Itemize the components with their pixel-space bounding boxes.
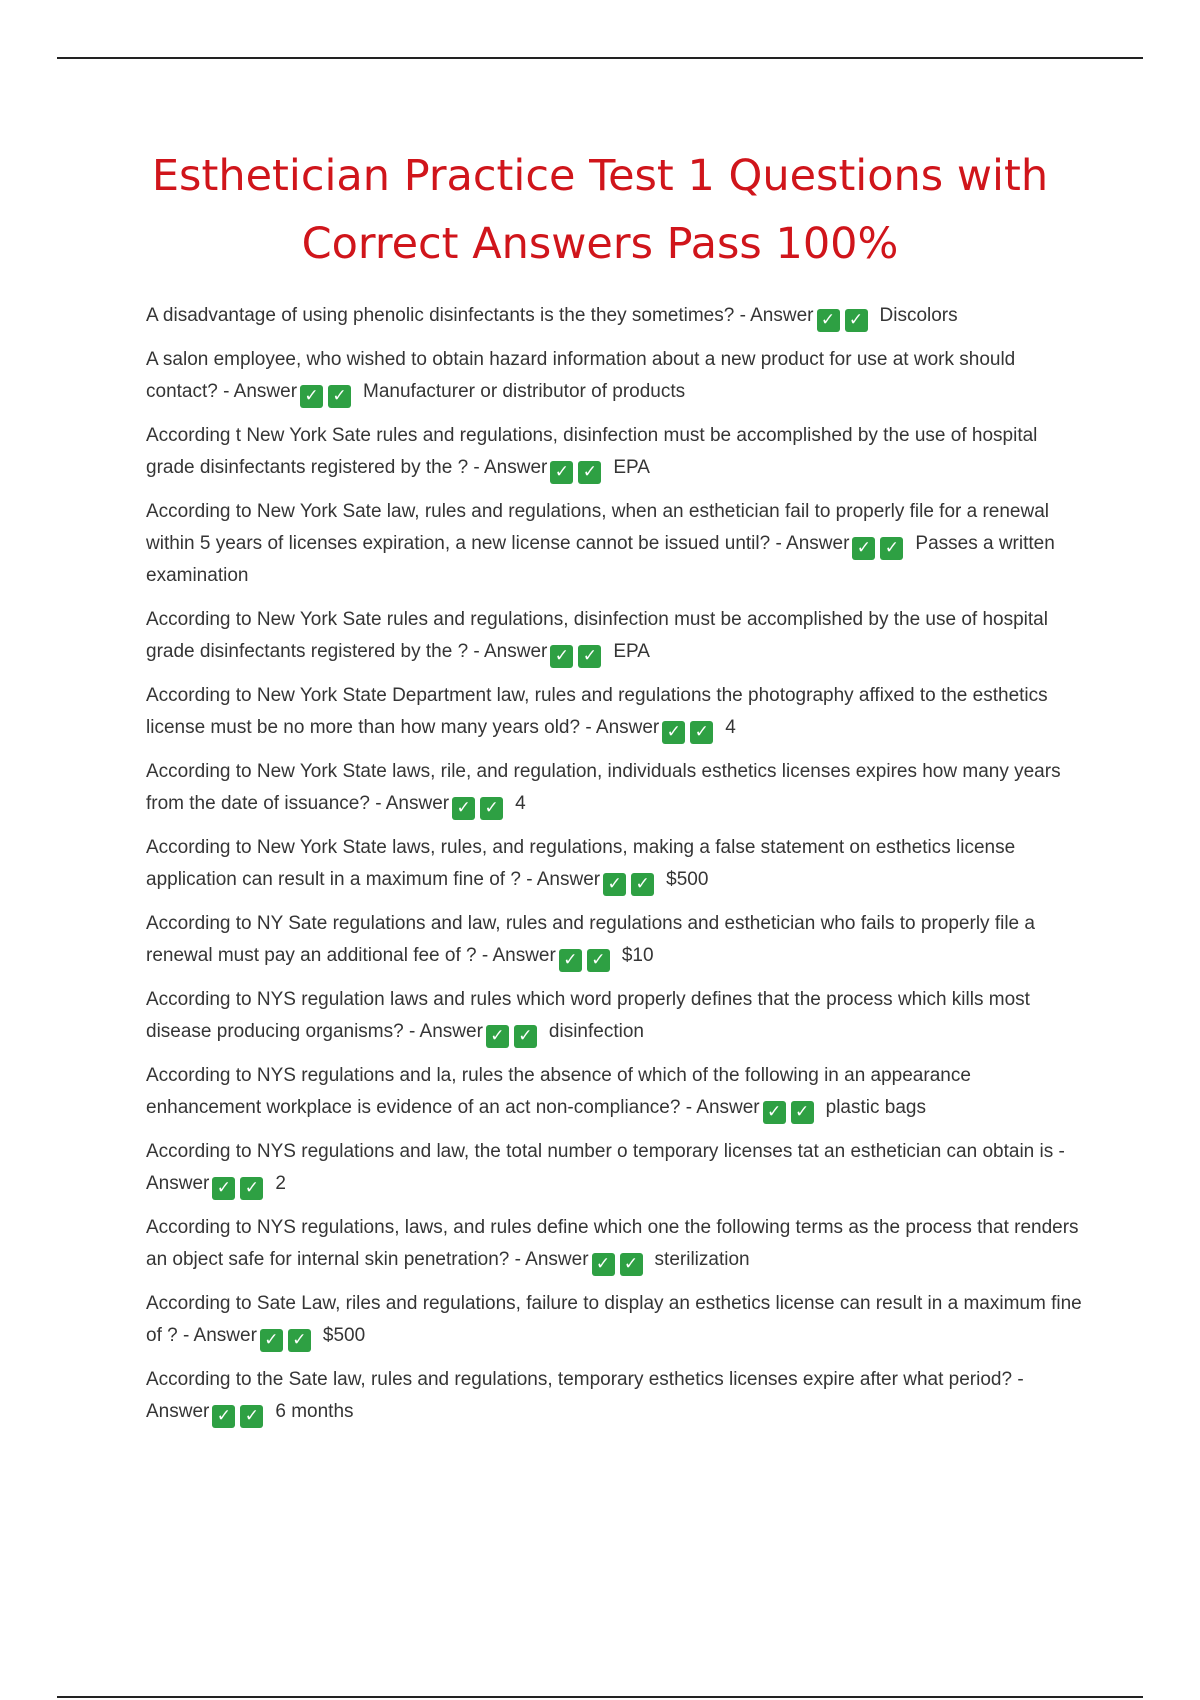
question-text: According t New York Sate rules and regulations, disinfection must be accomplished by the use of hospital grade disinfectants registered by the ? [146, 425, 1038, 478]
check-icon: ✓ [240, 1405, 263, 1428]
answer-text: disinfection [548, 1021, 644, 1042]
question-text: According to New York State laws, rules, and regulations, making a false statement on esthetics license application can result in a maximum fine of ? [146, 837, 1016, 890]
question-text: According to NYS regulation laws and rules which word properly defines that the process which kills most disease producing organisms? [146, 989, 1030, 1042]
question-text: According to New York State laws, rile, and regulation, individuals esthetics licenses expires how many years from the date of issuance? [146, 761, 1061, 814]
check-icon: ✓ [578, 461, 601, 484]
check-icon: ✓ [300, 385, 323, 408]
check-icon: ✓ [592, 1253, 615, 1276]
qa-item [146, 1136, 1091, 1200]
footer-rule [57, 1696, 1143, 1698]
check-icon: ✓ [763, 1101, 786, 1124]
check-icon: ✓ [212, 1177, 235, 1200]
check-icon: ✓ [880, 537, 903, 560]
check-icon: ✓ [328, 385, 351, 408]
check-icon: ✓ [852, 537, 875, 560]
question-text: According to the Sate law, rules and regulations, temporary esthetics licenses expire after what period? [146, 1369, 1013, 1390]
answer-text: 4 [725, 717, 736, 738]
question-text: According to NYS regulations, laws, and rules define which one the following terms as the process that renders an object safe for internal skin penetration? [146, 1217, 1079, 1270]
question-text: According to NY Sate regulations and law, rules and regulations and esthetician who fails to properly file a renewal must pay an additional fee of ? [146, 913, 1035, 966]
qa-item [146, 984, 1091, 1048]
check-icon: ✓ [550, 461, 573, 484]
qa-item [146, 420, 1091, 484]
question-text: According to NYS regulations and law, the total number o temporary licenses tat an esthetician can obtain is [146, 1141, 1054, 1162]
answer-text: Manufacturer or distributor of products [363, 381, 686, 402]
answer-text: $500 [666, 869, 709, 890]
answer-prefix: - Answer [223, 381, 298, 402]
check-icon: ✓ [212, 1405, 235, 1428]
answer-text: $10 [621, 945, 654, 966]
check-icon: ✓ [631, 873, 654, 896]
document-title: Esthetician Practice Test 1 Questions with Correct Answers Pass 100% [151, 151, 1049, 269]
answer-prefix: - Answer [375, 793, 450, 814]
header-rule [57, 57, 1143, 59]
check-icon: ✓ [452, 797, 475, 820]
answer-prefix: - Answer [739, 305, 814, 326]
check-icon: ✓ [620, 1253, 643, 1276]
qa-item [146, 604, 1091, 668]
check-icon: ✓ [514, 1025, 537, 1048]
check-icon: ✓ [791, 1101, 814, 1124]
answer-text: 6 months [275, 1401, 354, 1422]
check-icon: ✓ [550, 645, 573, 668]
check-icon: ✓ [240, 1177, 263, 1200]
question-text: According to Sate Law, riles and regulations, failure to display an esthetics license can result in a maximum fine of ? [146, 1293, 1082, 1346]
check-icon: ✓ [559, 949, 582, 972]
answer-prefix: - Answer [409, 1021, 483, 1042]
qa-item [146, 1060, 1091, 1124]
check-icon: ✓ [480, 797, 503, 820]
answer-prefix: - Answer [775, 533, 850, 554]
answer-prefix: - Answer [514, 1249, 589, 1270]
question-text: According to NYS regulations and la, rules the absence of which of the following in an appearance enhancement workplace is evidence of an act non-compliance? [146, 1065, 971, 1118]
check-icon: ✓ [817, 309, 840, 332]
answer-text: plastic bags [825, 1097, 926, 1118]
answer-text: EPA [613, 641, 650, 662]
answer-text: Discolors [879, 305, 958, 326]
answer-text: EPA [613, 457, 650, 478]
question-text: According to New York State Department law, rules and regulations the photography affixed to the esthetics license must be no more than how many years old? [146, 685, 1048, 738]
check-icon: ✓ [587, 949, 610, 972]
qa-item [146, 908, 1091, 972]
check-icon: ✓ [690, 721, 713, 744]
qa-item [146, 832, 1091, 896]
qa-item [146, 1364, 1091, 1428]
answer-text: Passes a written examination [146, 533, 1055, 586]
answer-prefix: - Answer [146, 1369, 1024, 1422]
qa-item [146, 1212, 1091, 1276]
check-icon: ✓ [260, 1329, 283, 1352]
check-icon: ✓ [578, 645, 601, 668]
check-icon: ✓ [845, 309, 868, 332]
check-icon: ✓ [486, 1025, 509, 1048]
answer-text: 2 [275, 1173, 286, 1194]
qa-item [146, 496, 1091, 592]
check-icon: ✓ [288, 1329, 311, 1352]
question-text: A disadvantage of using phenolic disinfectants is the they sometimes? [146, 305, 735, 326]
answer-prefix: - Answer [685, 1097, 760, 1118]
answer-prefix: - Answer [473, 457, 548, 478]
qa-item [146, 680, 1091, 744]
question-text: According to New York Sate law, rules and regulations, when an esthetician fail to properly file for a renewal within 5 years of licenses expiration, a new license cannot be issued until? [146, 501, 1050, 554]
answer-text: sterilization [654, 1249, 750, 1270]
answer-prefix: - Answer [146, 1141, 1065, 1194]
qa-item [146, 756, 1091, 820]
qa-item [146, 300, 1091, 332]
answer-prefix: - Answer [481, 945, 556, 966]
check-icon: ✓ [603, 873, 626, 896]
check-icon: ✓ [662, 721, 685, 744]
answer-prefix: - Answer [182, 1325, 257, 1346]
answer-prefix: - Answer [526, 869, 601, 890]
qa-item [146, 1288, 1091, 1352]
answer-text: $500 [322, 1325, 366, 1346]
answer-prefix: - Answer [473, 641, 548, 662]
question-text: According to New York Sate rules and regulations, disinfection must be accomplished by the use of hospital grade disinfectants registered by the ? [146, 609, 1048, 662]
question-text: A salon employee, who wished to obtain hazard information about a new product for use at work should contact? [146, 349, 1016, 402]
question-answer-list [146, 300, 1091, 1440]
qa-item [146, 344, 1091, 408]
answer-prefix: - Answer [585, 717, 660, 738]
answer-text: 4 [515, 793, 526, 814]
